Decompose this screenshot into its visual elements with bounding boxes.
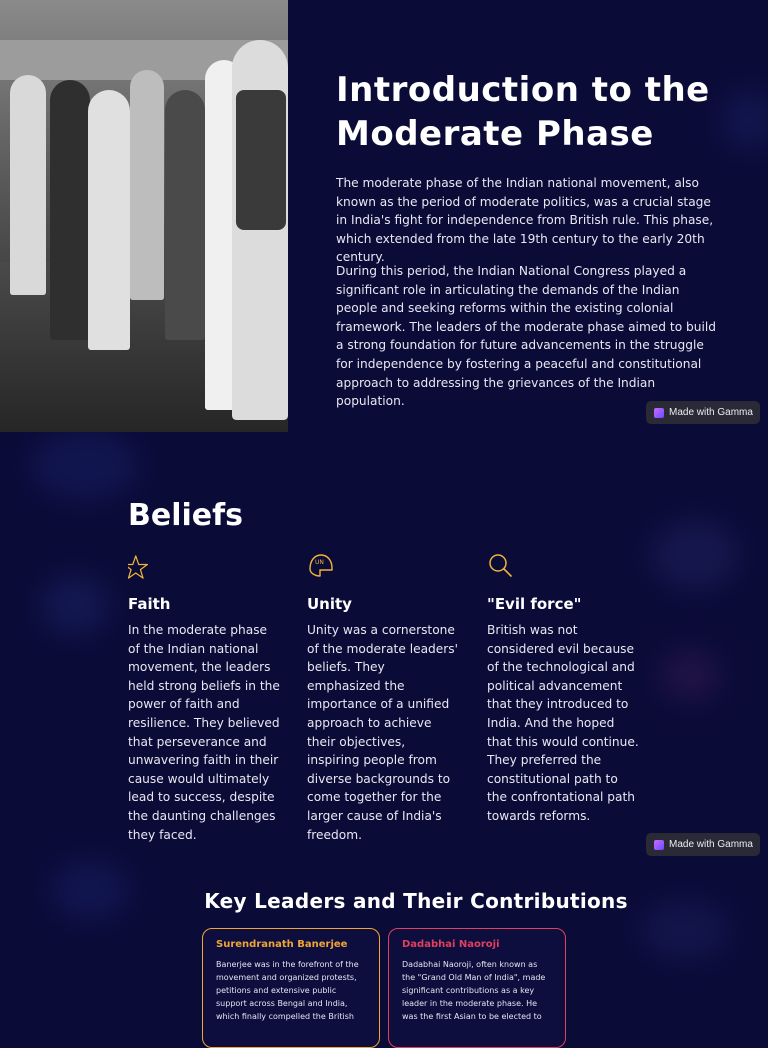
beliefs-title: Beliefs <box>128 498 244 533</box>
belief-card-faith <box>128 552 280 844</box>
photo-figure <box>10 75 46 295</box>
leader-name: Dadabhai Naoroji <box>402 939 500 950</box>
photo-figure <box>50 80 90 340</box>
made-with-gamma-badge[interactable] <box>646 833 760 856</box>
belief-text: British was not considered evil because of the technological and political advancement that they introduced to India. And the hoped that this would continue. They preferred the constitutional path to the confrontational path towards reforms. <box>487 623 639 823</box>
belief-text: Unity was a cornerstone of the moderate leaders' beliefs. They emphasized the importance of a unified approach to achieve their objectives, inspiring people from diverse backgrounds to come together for the larger cause of India's freedom. <box>307 623 458 842</box>
page-title: Introduction to the Moderate Phase <box>336 70 710 154</box>
belief-heading: "Evil force" <box>487 595 582 613</box>
intro-paragraph-1: The moderate phase of the Indian national movement, also known as the period of moderate politics, was a crucial stage in India's fight for independence from British rule. This phase, which extended from the late 19th century to the early 20th century. <box>336 176 714 265</box>
background-glow <box>650 520 740 590</box>
belief-heading: Faith <box>128 595 171 613</box>
leaders-title: Key Leaders and Their Contributions <box>204 889 628 913</box>
un-helmet-icon <box>307 552 335 580</box>
background-glow <box>660 650 720 700</box>
made-with-gamma-badge[interactable] <box>646 401 760 424</box>
background-glow <box>30 430 140 500</box>
historical-photo <box>0 0 288 432</box>
belief-card-evil-force <box>487 552 639 826</box>
photo-figure <box>236 90 286 230</box>
leader-card-naoroji <box>388 928 566 1048</box>
intro-paragraph-2: During this period, the Indian National Congress played a significant role in articulating the demands of the Indian people and seeking reforms within the existing colonial framework. The leaders of the moderate phase aimed to build a strong foundation for future advancements in the struggle for independence by fostering a peaceful and constitutional approach to addressing the grievances of the Indian population. <box>336 264 716 409</box>
belief-card-unity <box>307 552 459 844</box>
photo-figure <box>165 90 205 340</box>
magnifier-icon <box>487 552 515 580</box>
photo-figure <box>88 90 130 350</box>
belief-heading: Unity <box>307 595 352 613</box>
un-helmet-label: UN <box>315 559 324 566</box>
photo-figure <box>130 70 164 300</box>
leader-text: Banerjee was in the forefront of the movement and organized protests, petitions and extensive public support across Bengal and India, which finally compelled the British <box>216 960 359 1021</box>
badge-label: Made with Gamma <box>669 839 753 850</box>
belief-text: In the moderate phase of the Indian national movement, the leaders held strong beliefs in the power of faith and resilience. They believed that perseverance and unwavering faith in their cause would ultimately lead to success, despite the daunting challenges they faced. <box>128 623 280 842</box>
gamma-logo-icon <box>654 840 664 850</box>
leader-name: Surendranath Banerjee <box>216 939 348 950</box>
background-glow <box>40 575 110 635</box>
leader-card-banerjee <box>202 928 380 1048</box>
leader-text: Dadabhai Naoroji, often known as the "Grand Old Man of India", made significant contributions as a key leader in the moderate phase. He was the first Asian to be elected to <box>402 960 546 1021</box>
gamma-logo-icon <box>654 408 664 418</box>
badge-label: Made with Gamma <box>669 407 753 418</box>
star-icon <box>128 552 156 580</box>
